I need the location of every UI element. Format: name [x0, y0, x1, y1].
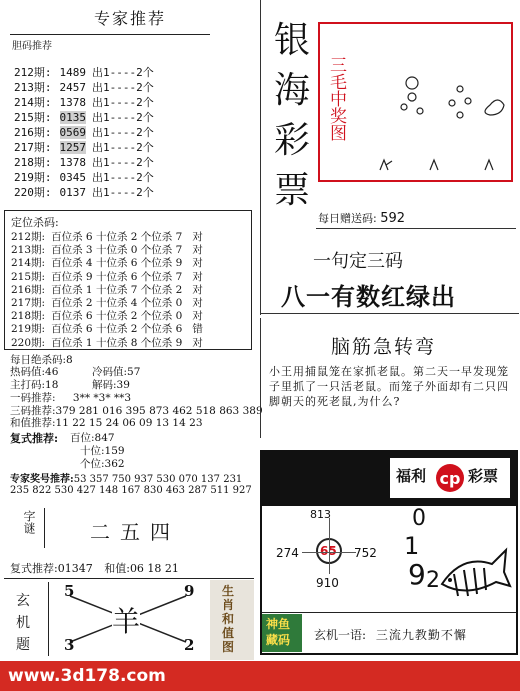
solve-number: 39	[116, 379, 130, 391]
expert-row-note: 出1----2个	[92, 81, 154, 94]
expert-row-number: 0345	[59, 171, 86, 184]
bai-value: 847	[94, 432, 115, 444]
shengxiao-panel	[210, 580, 254, 660]
fushi-bottom-divider	[4, 578, 254, 579]
daily-code-label	[318, 210, 405, 226]
sum-value	[10, 415, 203, 430]
expert-row-note: 出1----2个	[92, 111, 154, 124]
positional-row-result: 对	[192, 270, 203, 283]
expert-divider	[10, 34, 210, 35]
expert-row-period: 218期:	[14, 156, 52, 169]
positional-row-result: 对	[192, 310, 203, 323]
cold-number: 57	[127, 366, 141, 378]
fuli-brand-left: 福利	[396, 467, 427, 485]
fushi-bottom	[10, 560, 179, 576]
shi-label: 十位:	[80, 445, 105, 457]
zimi-value: 二五四	[90, 520, 180, 544]
fuli-footer-divider	[262, 612, 516, 613]
expert-prize-line2: 235 822 530 427 148 167 830 463 287 511 927	[10, 485, 252, 496]
expert-row	[14, 94, 154, 110]
fuli-center-number: 65	[320, 544, 337, 558]
fuli-big-num-2: 9	[408, 558, 426, 591]
positional-row-text: 百位杀 1 十位杀 8 个位杀 9	[51, 336, 183, 349]
expert-row-number: 0135	[59, 111, 86, 124]
expert-row-number: 1378	[59, 156, 86, 169]
expert-row	[14, 139, 154, 155]
fuli-brand-right: 彩票	[468, 467, 499, 485]
expert-row-period: 214期:	[14, 96, 52, 109]
expert-row-number: 0569	[59, 126, 86, 139]
positional-row-result: 错	[192, 323, 203, 336]
expert-row-note: 出1----2个	[92, 66, 154, 79]
fuli-big-num-1: 1	[404, 532, 420, 560]
expert-row-number: 0137	[59, 186, 86, 199]
daily-code-value: 592	[380, 211, 406, 226]
one-sentence-panel	[260, 235, 520, 315]
fuli-panel	[260, 450, 518, 655]
positional-row-text: 百位杀 2 十位杀 4 个位杀 0	[51, 297, 183, 309]
positional-row-text: 百位杀 4 十位杀 6 个位杀 9	[51, 257, 183, 270]
expert-row	[14, 184, 154, 200]
cold-label: 冷码值:	[92, 366, 128, 378]
expert-row-period: 216期:	[14, 126, 52, 139]
three-ma-value: 379 281 016 395 873 462 518 863 389	[55, 405, 263, 417]
brand-char-hai: 海	[274, 70, 311, 111]
positional-row-result: 对	[192, 244, 203, 257]
expert-row	[14, 169, 154, 185]
footer-bar	[0, 661, 520, 691]
expert-prize-label: 专家奖号推荐:	[10, 474, 74, 485]
brand-char-yin: 银	[274, 20, 311, 61]
expert-row-number: 1378	[59, 96, 86, 109]
positional-row-period: 214期:	[11, 257, 46, 270]
fuli-logo-icon	[434, 460, 466, 496]
brand-char-cai: 彩	[274, 120, 311, 161]
brand-divider	[260, 0, 261, 235]
positional-row-result: 对	[192, 297, 203, 309]
positional-row-text: 百位杀 6 十位杀 2 个位杀 0	[51, 310, 183, 323]
expert-row-period: 212期:	[14, 66, 52, 79]
three-ma-label: 三码推荐:	[10, 405, 56, 417]
expert-row	[14, 124, 154, 140]
fuli-cross-v	[329, 518, 330, 574]
fushi-label: 复式推荐:	[10, 432, 59, 445]
positional-row-period: 215期:	[11, 270, 46, 283]
expert-row-period: 215期:	[14, 111, 52, 124]
expert-row	[14, 109, 154, 125]
positional-row	[11, 335, 203, 350]
fish-icon	[432, 544, 512, 614]
sum-label: 和值推荐:	[10, 417, 56, 429]
expert-row-note: 出1----2个	[92, 171, 154, 184]
expert-row-note: 出1----2个	[92, 96, 154, 109]
one-sentence-title: 一句定三码	[313, 251, 403, 272]
positional-row-text: 百位杀 9 十位杀 6 个位杀 7	[51, 270, 183, 283]
expert-row-note: 出1----2个	[92, 141, 154, 154]
brand-char-piao: 票	[274, 170, 311, 211]
positional-row-period: 212期:	[11, 231, 46, 243]
solve-label: 解码:	[92, 379, 117, 391]
zimi-divider	[44, 508, 45, 548]
zimi-panel	[4, 504, 256, 556]
expert-row-note: 出1----2个	[92, 126, 154, 139]
one-sentence-underline	[261, 313, 519, 314]
xuanji-divider	[48, 582, 49, 656]
riddle-text: 小王用捕鼠笼在家抓老鼠。第二天一早发现笼子里抓了一只活老鼠。而笼子外面却有二只四脚朝天的死老鼠,为什么?	[269, 365, 509, 408]
footer-url[interactable]: www.3d178.com	[8, 666, 166, 686]
fuli-top-number: 813	[310, 508, 331, 521]
fushi-bottom-sum-value: 06 18 21	[129, 562, 179, 575]
riddle-panel	[260, 318, 520, 438]
expert-row-number: 1489	[59, 66, 86, 79]
daily-code-label-text: 每日赠送码:	[318, 212, 377, 225]
main-value: 主打码:18	[10, 379, 59, 391]
positional-row-period: 216期:	[11, 283, 46, 296]
hot-value: 热码值:46	[10, 366, 59, 378]
fushi-bottom-label: 复式推荐:	[10, 562, 58, 575]
shengxiao-text: 生肖和值图	[222, 584, 235, 654]
expert-row-number: 2457	[59, 81, 86, 94]
xuanji-num-tr: 9	[184, 582, 195, 600]
expert-prize	[10, 470, 242, 485]
fushi-bottom-value: 01347	[57, 562, 93, 575]
xuanji-num-br: 2	[184, 636, 195, 654]
daily-code-underline	[316, 228, 516, 229]
positional-row-text: 百位杀 6 十位杀 2 个位杀 6	[51, 323, 183, 336]
positional-row-period: 218期:	[11, 310, 46, 323]
expert-row-period: 220期:	[14, 186, 52, 199]
expert-row	[14, 64, 154, 80]
fuli-bottom-number: 910	[316, 576, 339, 590]
fuli-big-num-0: 0	[412, 506, 426, 531]
fuli-left-number: 274	[276, 546, 299, 560]
expert-panel	[4, 4, 248, 204]
expert-row-note: 出1----2个	[92, 186, 154, 199]
xuanji-label: 玄机题	[16, 593, 30, 653]
positional-row-text: 百位杀 1 十位杀 7 个位杀 2	[51, 283, 183, 296]
positional-row-result: 对	[192, 283, 203, 296]
positional-panel	[4, 210, 252, 350]
xuanji-yiyu-text: 三流九教勤不懈	[375, 628, 467, 642]
positional-row-period: 220期:	[11, 336, 46, 349]
shenyu-badge	[262, 614, 302, 652]
positional-row-text: 百位杀 3 十位杀 0 个位杀 7	[51, 244, 183, 257]
expert-row-period: 217期:	[14, 141, 52, 154]
sum-number: 11 22 15 24 06 09 13 14 23	[55, 417, 203, 429]
positional-title: 定位杀码:	[11, 216, 59, 229]
expert-row-note: 出1----2个	[92, 156, 154, 169]
one-ma-label: 一码推荐:	[10, 392, 56, 404]
fuli-right-number: 752	[354, 546, 377, 560]
ge-value: 362	[104, 458, 125, 470]
daily-kill: 每日绝杀码:8	[10, 354, 73, 366]
positional-row-text: 百位杀 6 十位杀 2 个位杀 7	[51, 231, 183, 243]
positional-row-period: 219期:	[11, 323, 46, 336]
zimi-label: 字谜	[22, 510, 36, 534]
xuanji-panel	[4, 580, 204, 660]
positional-row-result: 对	[192, 336, 203, 349]
expert-row-period: 213期:	[14, 81, 52, 94]
ge-label: 个位:	[80, 458, 105, 470]
expert-row	[14, 154, 154, 170]
xuanji-center: 羊	[112, 600, 140, 640]
expert-row	[14, 79, 154, 95]
sanmao-illustration	[360, 55, 510, 185]
bai-label: 百位:	[70, 432, 95, 444]
one-ma-value: 3** *3* **3	[72, 392, 132, 404]
brand-panel	[260, 0, 520, 235]
expert-title: 专家推荐	[94, 9, 167, 28]
expert-row-period: 219期:	[14, 171, 52, 184]
expert-subtitle: 胆码推荐	[12, 41, 52, 52]
xuanji-yiyu	[314, 626, 467, 643]
stats-panel	[4, 352, 263, 502]
stamp-text: 三毛中奖图	[326, 56, 346, 141]
fuli-big-num-3: 2	[426, 568, 440, 593]
one-sentence-slogan: 八一有数红绿出	[281, 283, 456, 311]
shenyu-text: 神鱼藏码	[266, 617, 291, 647]
positional-row-result: 对	[192, 257, 203, 270]
shi-value: 159	[104, 445, 125, 457]
positional-row-period: 213期:	[11, 244, 46, 257]
expert-row-number: 1257	[59, 141, 86, 154]
ge-row	[80, 456, 125, 471]
xuanji-num-tl: 5	[64, 582, 75, 600]
riddle-title: 脑筋急转弯	[331, 336, 437, 358]
fushi-bottom-sum-label: 和值:	[104, 562, 130, 575]
svg-text:cp: cp	[439, 469, 461, 488]
xuanji-num-bl: 3	[64, 636, 75, 654]
expert-prize-line1: 53 357 750 937 530 070 137 231	[73, 474, 243, 485]
positional-row-result: 对	[192, 231, 203, 243]
xuanji-yiyu-label: 玄机一语:	[314, 628, 367, 642]
positional-row-period: 217期:	[11, 297, 46, 309]
